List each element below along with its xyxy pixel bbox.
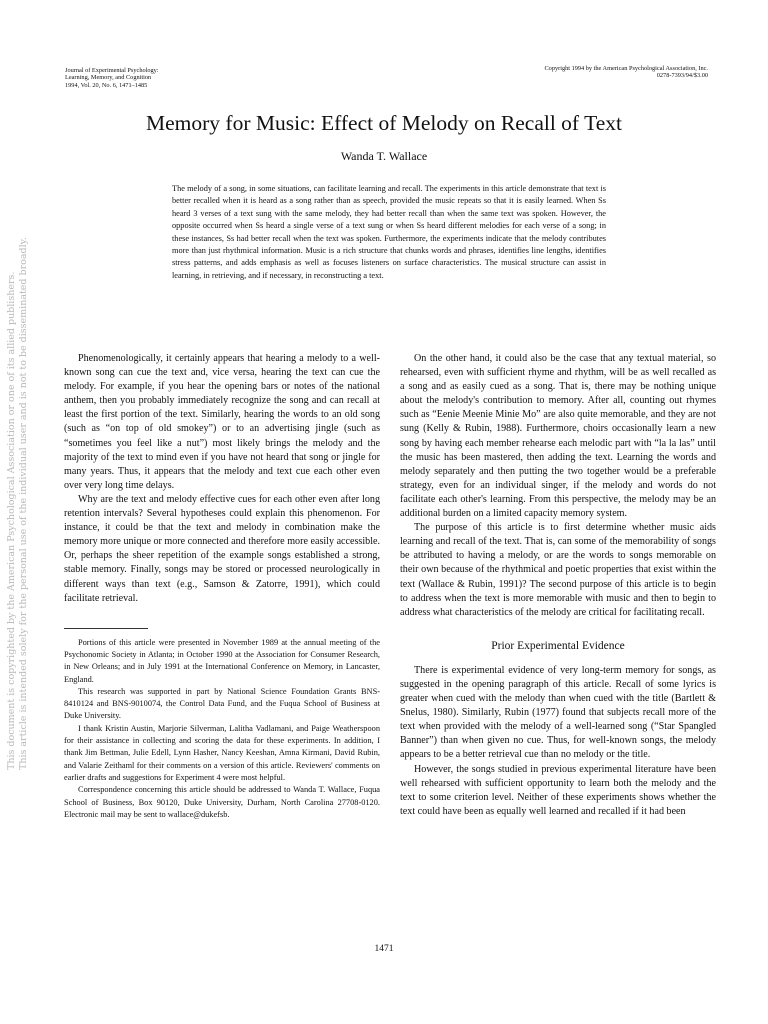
body-paragraph: Why are the text and melody effective cues for each other even after long retention intervals? Several hypotheses could explain this phenomenon. For instance, it could be that the text and melody in combination make the memory more unique or more connected and therefore more easily accessible. Or, perhaps the sheer repetition of the example songs established a strong, stable memory. Finally, songs may be stored or processed neurologically in different ways than text (e.g., Samson & Zatorre, 1991), which could facilitate retrieval. — [64, 493, 380, 604]
copyright-line: Copyright 1994 by the American Psychological Association, Inc. — [544, 65, 708, 72]
body-paragraph: On the other hand, it could also be the case that any textual material, so rehearsed, even with sufficient rhyme and rhythm, will be as well recalled as a song and as easily cued as a song. That is, there may be nothing unique about the melody's contribution to memory. After all, counting out rhymes such as “Eenie Meenie Minie Mo” are also quite memorable, and they are not sung (Kelly & Rubin, 1988). Furthermore, choirs occasionally learn a new song by having each member rehearse each melodic part with “la la las” until the music has been mastered, then adding the text. Learning the words and melody separately and then putting the two together would be a preferable strategy, even for an individual singer, if the melody and words do not facilitate each other's learning. From this perspective, the melody may be an additional burden on a limited capacity memory system. — [400, 353, 716, 520]
footnote: Correspondence concerning this article should be addressed to Wanda T. Wallace, Fuqua School of Business, Box 90120, Duke University, Durham, North Carolina 27708-0120. Electronic mail may be sent to wallace@dukefsb. — [64, 785, 380, 819]
left-column — [64, 352, 380, 821]
abstract: The melody of a song, in some situations, can facilitate learning and recall. The experiments in this article demonstrate that text is better recalled when it is heard as a song rather than as speech, provided the music repeats so that it is easily learned. When Ss heard 3 verses of a text sung with the same melody, they had better recall than when the same text was spoken. However, the opposite occurred when Ss heard a single verse of a text sung or when Ss heard different melodies for each verse of a song; in these instances, Ss had better recall when the text was spoken. Furthermore, the experiments indicate that the melody contributes more than just rhythmical information. Music is a rich structure that chunks words and phrases, identifies line lengths, identifies stress patterns, and adds emphasis as well as focuses listeners on surface characteristics. The musical structure can assist in learning, in retrieving, and if necessary, in reconstructing a text. — [172, 184, 606, 280]
page-number: 1471 — [374, 944, 394, 954]
side-notice-line: This article is intended solely for the personal use of the individual user and is not to be disseminated broadly. — [18, 237, 29, 770]
footnote: Portions of this article were presented in November 1989 at the annual meeting of the Psychonomic Society in Atlanta; in October 1990 at the Association for Consumer Research, in New Orleans; and in July 1991 at the International Conference on Memory, in Lancaster, England. — [64, 637, 380, 684]
footnote: This research was supported in part by National Science Foundation Grants BNS-8410124 and BNS-9010074, the Control Data Fund, and the Fuqua School of Business at Duke University. — [64, 686, 380, 721]
copyright-line: 0278-7393/94/$3.00 — [656, 72, 708, 80]
section-heading: Prior Experimental Evidence — [491, 639, 625, 652]
copyright-side-notice — [6, 237, 30, 770]
footnote-divider — [64, 628, 148, 629]
journal-line: Learning, Memory, and Cognition — [65, 74, 152, 82]
body-paragraph: There is experimental evidence of very long-term memory for songs, as suggested in the opening paragraph of this article. Recall of some lyrics is greater when cued with the melody than when cued with the title (Bartlett & Snelus, 1980). Similarly, Rubin (1977) found that subjects recall more of the text when provided with the melody of a well-learned song (“Star Spangled Banner”) than when given no cue. Thus, for well-known songs, the melody appears to be a better retrieval cue than no melody or the title. — [400, 664, 716, 761]
side-notice-line: This document is copyrighted by the American Psychological Association or one of its allied publishers. — [6, 271, 17, 770]
footnote: I thank Kristin Austin, Marjorie Silverman, Lalitha Vadlamani, and Paige Weatherspoon for their assistance in collecting and scoring the data for these experiments. In addition, I thank Jim Bettman, Julie Edell, Lynn Hasher, Nancy Keeshan, Amna Kirmani, David Rubin, and Valarie Zeithaml for their comments on a version of this article. Reviewers' comments on earlier drafts and suggestions for Experiment 4 were most helpful. — [64, 723, 380, 782]
journal-citation — [65, 67, 159, 89]
body-paragraph: The purpose of this article is to first determine whether music aids learning and recall of the text. That is, can some of the memorability of songs be attributed to having a melody, or are the words to songs memorable on their own because of the rhythmical and poetic properties that exist within the text (Wallace & Rubin, 1991)? The second purpose of this article is to begin to address when the text is more memorable with music and then to begin to address what characteristics of the melody are critical for facilitating recall. — [400, 522, 716, 618]
author-name: Wanda T. Wallace — [340, 149, 428, 163]
footnotes — [64, 637, 380, 821]
copyright-notice — [544, 65, 708, 80]
body-paragraph: However, the songs studied in previous experimental literature have been well rehearsed with sufficient opportunity to learn both the melody and the text to some criterion level. Neither of these experiments shows whether the text could have been as equally well learned and recalled if it had been — [400, 763, 716, 817]
journal-line: Journal of Experimental Psychology: — [65, 67, 159, 74]
paper-title: Memory for Music: Effect of Melody on Recall of Text — [146, 111, 622, 135]
body-paragraph: Phenomenologically, it certainly appears that hearing a melody to a well-known song can cue the text and, vice versa, hearing the text can cue the melody. For example, if you hear the opening bars or notes of the national anthem, then you probably immediately recognize the song and can recall at least the first portion of the text. Similarly, hearing the words to an old song (such as “on top of old smokey”) or to an advertising jingle (such as “sometimes you feel like a nut”) most likely brings the melody and the majority of the text to mind even if you have not heard that song or jingle for many years. Thus, it appears that the melody and text cue each other even over very long time delays. — [64, 353, 380, 491]
right-column — [400, 352, 716, 819]
journal-line: 1994, Vol. 20, No. 6, 1471–1485 — [65, 81, 148, 89]
